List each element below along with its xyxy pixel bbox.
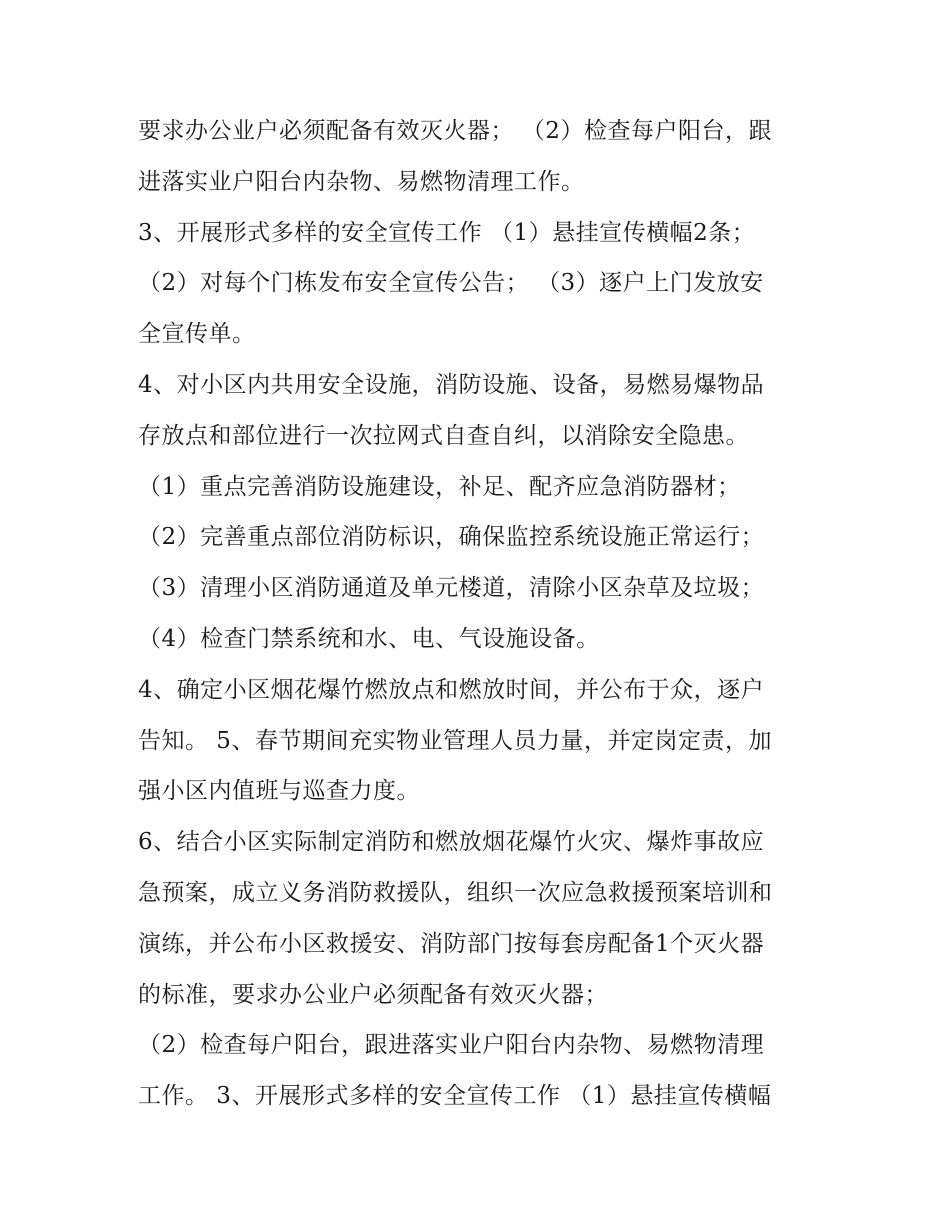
text-line: 4、对小区内共用安全设施，消防设施、设备，易燃易爆物品 bbox=[138, 371, 765, 398]
text-line: 工作。 3、开展形式多样的安全宣传工作 （1）悬挂宣传横幅 bbox=[138, 1083, 772, 1110]
text-line: 4、确定小区烟花爆竹燃放点和燃放时间，并公布于众，逐户 bbox=[138, 676, 765, 703]
text-line: 的标准，要求办公业户必须配备有效灭火器； bbox=[138, 981, 608, 1008]
text-line: 演练，并公布小区救援安、消防部门按每套房配备1个灭火器 bbox=[138, 930, 765, 957]
text-line: 急预案，成立义务消防救援队，组织一次应急救援预案培训和 bbox=[138, 879, 773, 906]
text-line: 强小区内值班与巡查力度。 bbox=[138, 778, 420, 805]
text-line: （1）重点完善消防设施建设，补足、配齐应急消防器材； bbox=[138, 473, 741, 500]
text-line: 6、结合小区实际制定消防和燃放烟花爆竹火灾、爆炸事故应 bbox=[138, 829, 765, 856]
text-line: （4）检查门禁系统和水、电、气设施设备。 bbox=[138, 625, 600, 652]
text-line: 要求办公业户必须配备有效灭火器； （2）检查每户阳台，跟 bbox=[138, 118, 772, 144]
text-line: （2）对每个门栋发布安全宣传公告； （3）逐户上门发放安 bbox=[138, 270, 764, 297]
text-line: （2）完善重点部位消防标识，确保监控系统设施正常运行； bbox=[138, 524, 765, 551]
text-line: （3）清理小区消防通道及单元楼道，清除小区杂草及垃圾； bbox=[138, 575, 765, 602]
document-body bbox=[138, 106, 818, 1122]
text-line: 告知。 5、春节期间充实物业管理人员力量，并定岗定责，加 bbox=[138, 727, 772, 754]
text-line: 全宣传单。 bbox=[138, 321, 256, 348]
text-line: 进落实业户阳台内杂物、易燃物清理工作。 bbox=[138, 168, 585, 195]
text-line: 3、开展形式多样的安全宣传工作 （1）悬挂宣传横幅2条； bbox=[138, 219, 756, 246]
text-line: （2）检查每户阳台，跟进落实业户阳台内杂物、易燃物清理 bbox=[138, 1032, 765, 1059]
text-line: 存放点和部位进行一次拉网式自查自纠，以消除安全隐患。 bbox=[138, 422, 749, 449]
